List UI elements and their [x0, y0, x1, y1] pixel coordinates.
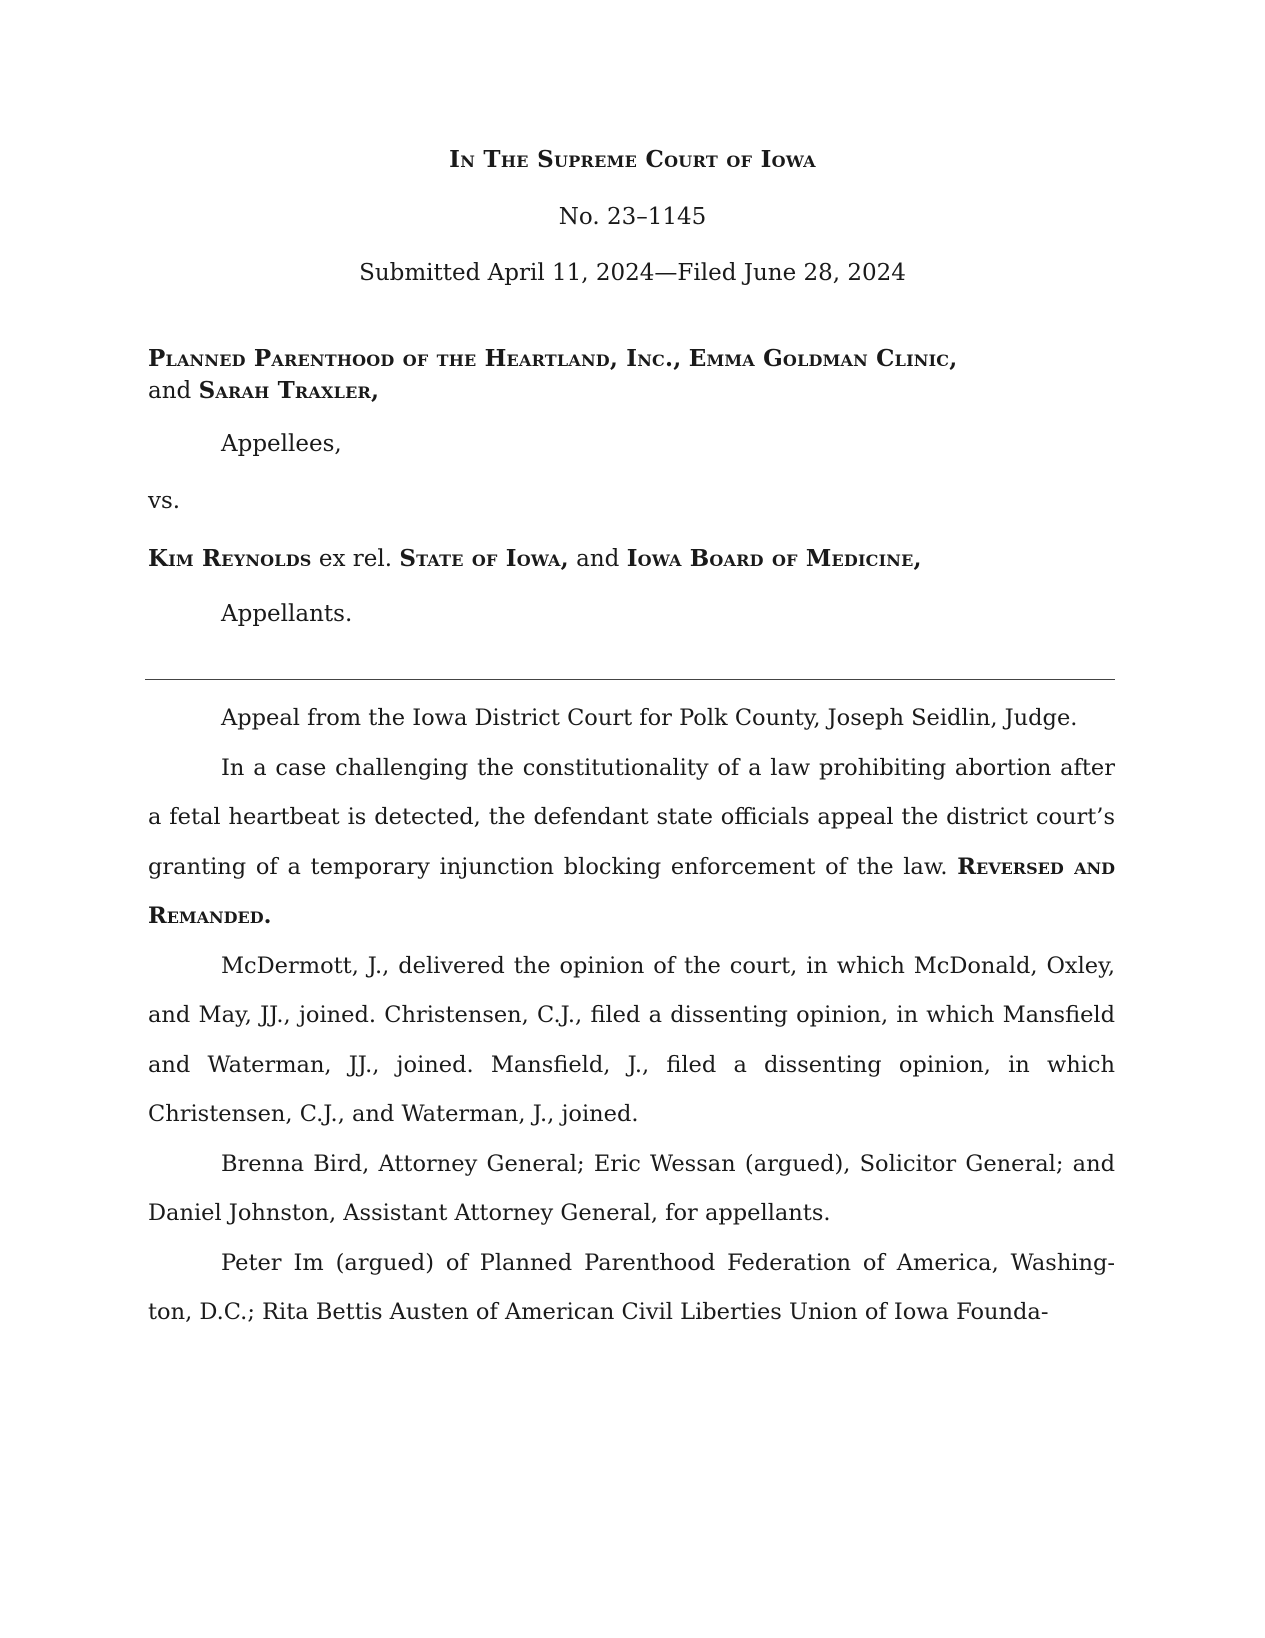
opinion-paragraph: McDermott, J., delivered the opinion of the court, in which McDonald, Oxley, and May, JJ., joined. Christensen, C.J., filed a dissenting opinion, in which Mansfield and Waterman, JJ., joined. Mansfield, J., filed a dissenting opinion, in which Christensen, C.J., and Waterman, J., joined. — [148, 952, 1115, 1127]
appellees-caption — [148, 343, 1114, 407]
counsel-appellants-paragraph: Brenna Bird, Attorney General; Eric Wessan (argued), Solicitor General; and Daniel Johnston, Assistant Attorney General, for appellants. — [148, 1150, 1115, 1226]
appellees-conjunction: and — [148, 378, 192, 404]
court-title: In The Supreme Court of Iowa — [449, 146, 816, 173]
appellee-planned-parenthood: Planned Parenthood of the Heartland, Inc., — [148, 345, 682, 372]
ex-rel: ex rel. — [318, 546, 393, 572]
appeal-paragraph: Appeal from the Iowa District Court for Polk County, Joseph Seidlin, Judge. — [221, 705, 1078, 731]
appellant-state-of-iowa: State of Iowa, — [399, 545, 569, 572]
appellants-caption — [148, 543, 1114, 575]
appellee-sarah-traxler: Sarah Traxler, — [198, 377, 380, 404]
docket-number: No. 23–1145 — [558, 204, 707, 230]
opinion-body — [148, 694, 1115, 1338]
appellees-role: Appellees, — [221, 431, 342, 457]
versus: vs. — [148, 488, 181, 514]
appellant-board-of-medicine: Iowa Board of Medicine, — [626, 545, 922, 572]
appellee-emma-goldman: Emma Goldman Clinic, — [688, 345, 958, 372]
summary-paragraph — [148, 744, 1115, 942]
filing-dates: Submitted April 11, 2024—Filed June 28, 2024 — [359, 260, 906, 286]
counsel-appellees-paragraph: Peter Im (argued) of Planned Parenthood Federation of America, Washing- ton, D.C.; Rita Bettis Austen of American Civil Liberties Union of Iowa Founda- — [148, 1249, 1115, 1325]
appellant-kim-reynolds: Kim Reynolds — [148, 545, 312, 572]
appellants-conjunction: and — [576, 546, 620, 572]
summary-text: In a case challenging the constitutionality of a law prohibiting abortion after a fetal heartbeat is detected, the defendant state officials appeal the district court’s granting of a temporary injunction blocking enforcement of the law. — [148, 754, 1115, 880]
disposition: Reversed and Remanded. — [148, 853, 1116, 929]
caption-divider — [145, 679, 1115, 680]
appellants-role: Appellants. — [221, 601, 353, 627]
